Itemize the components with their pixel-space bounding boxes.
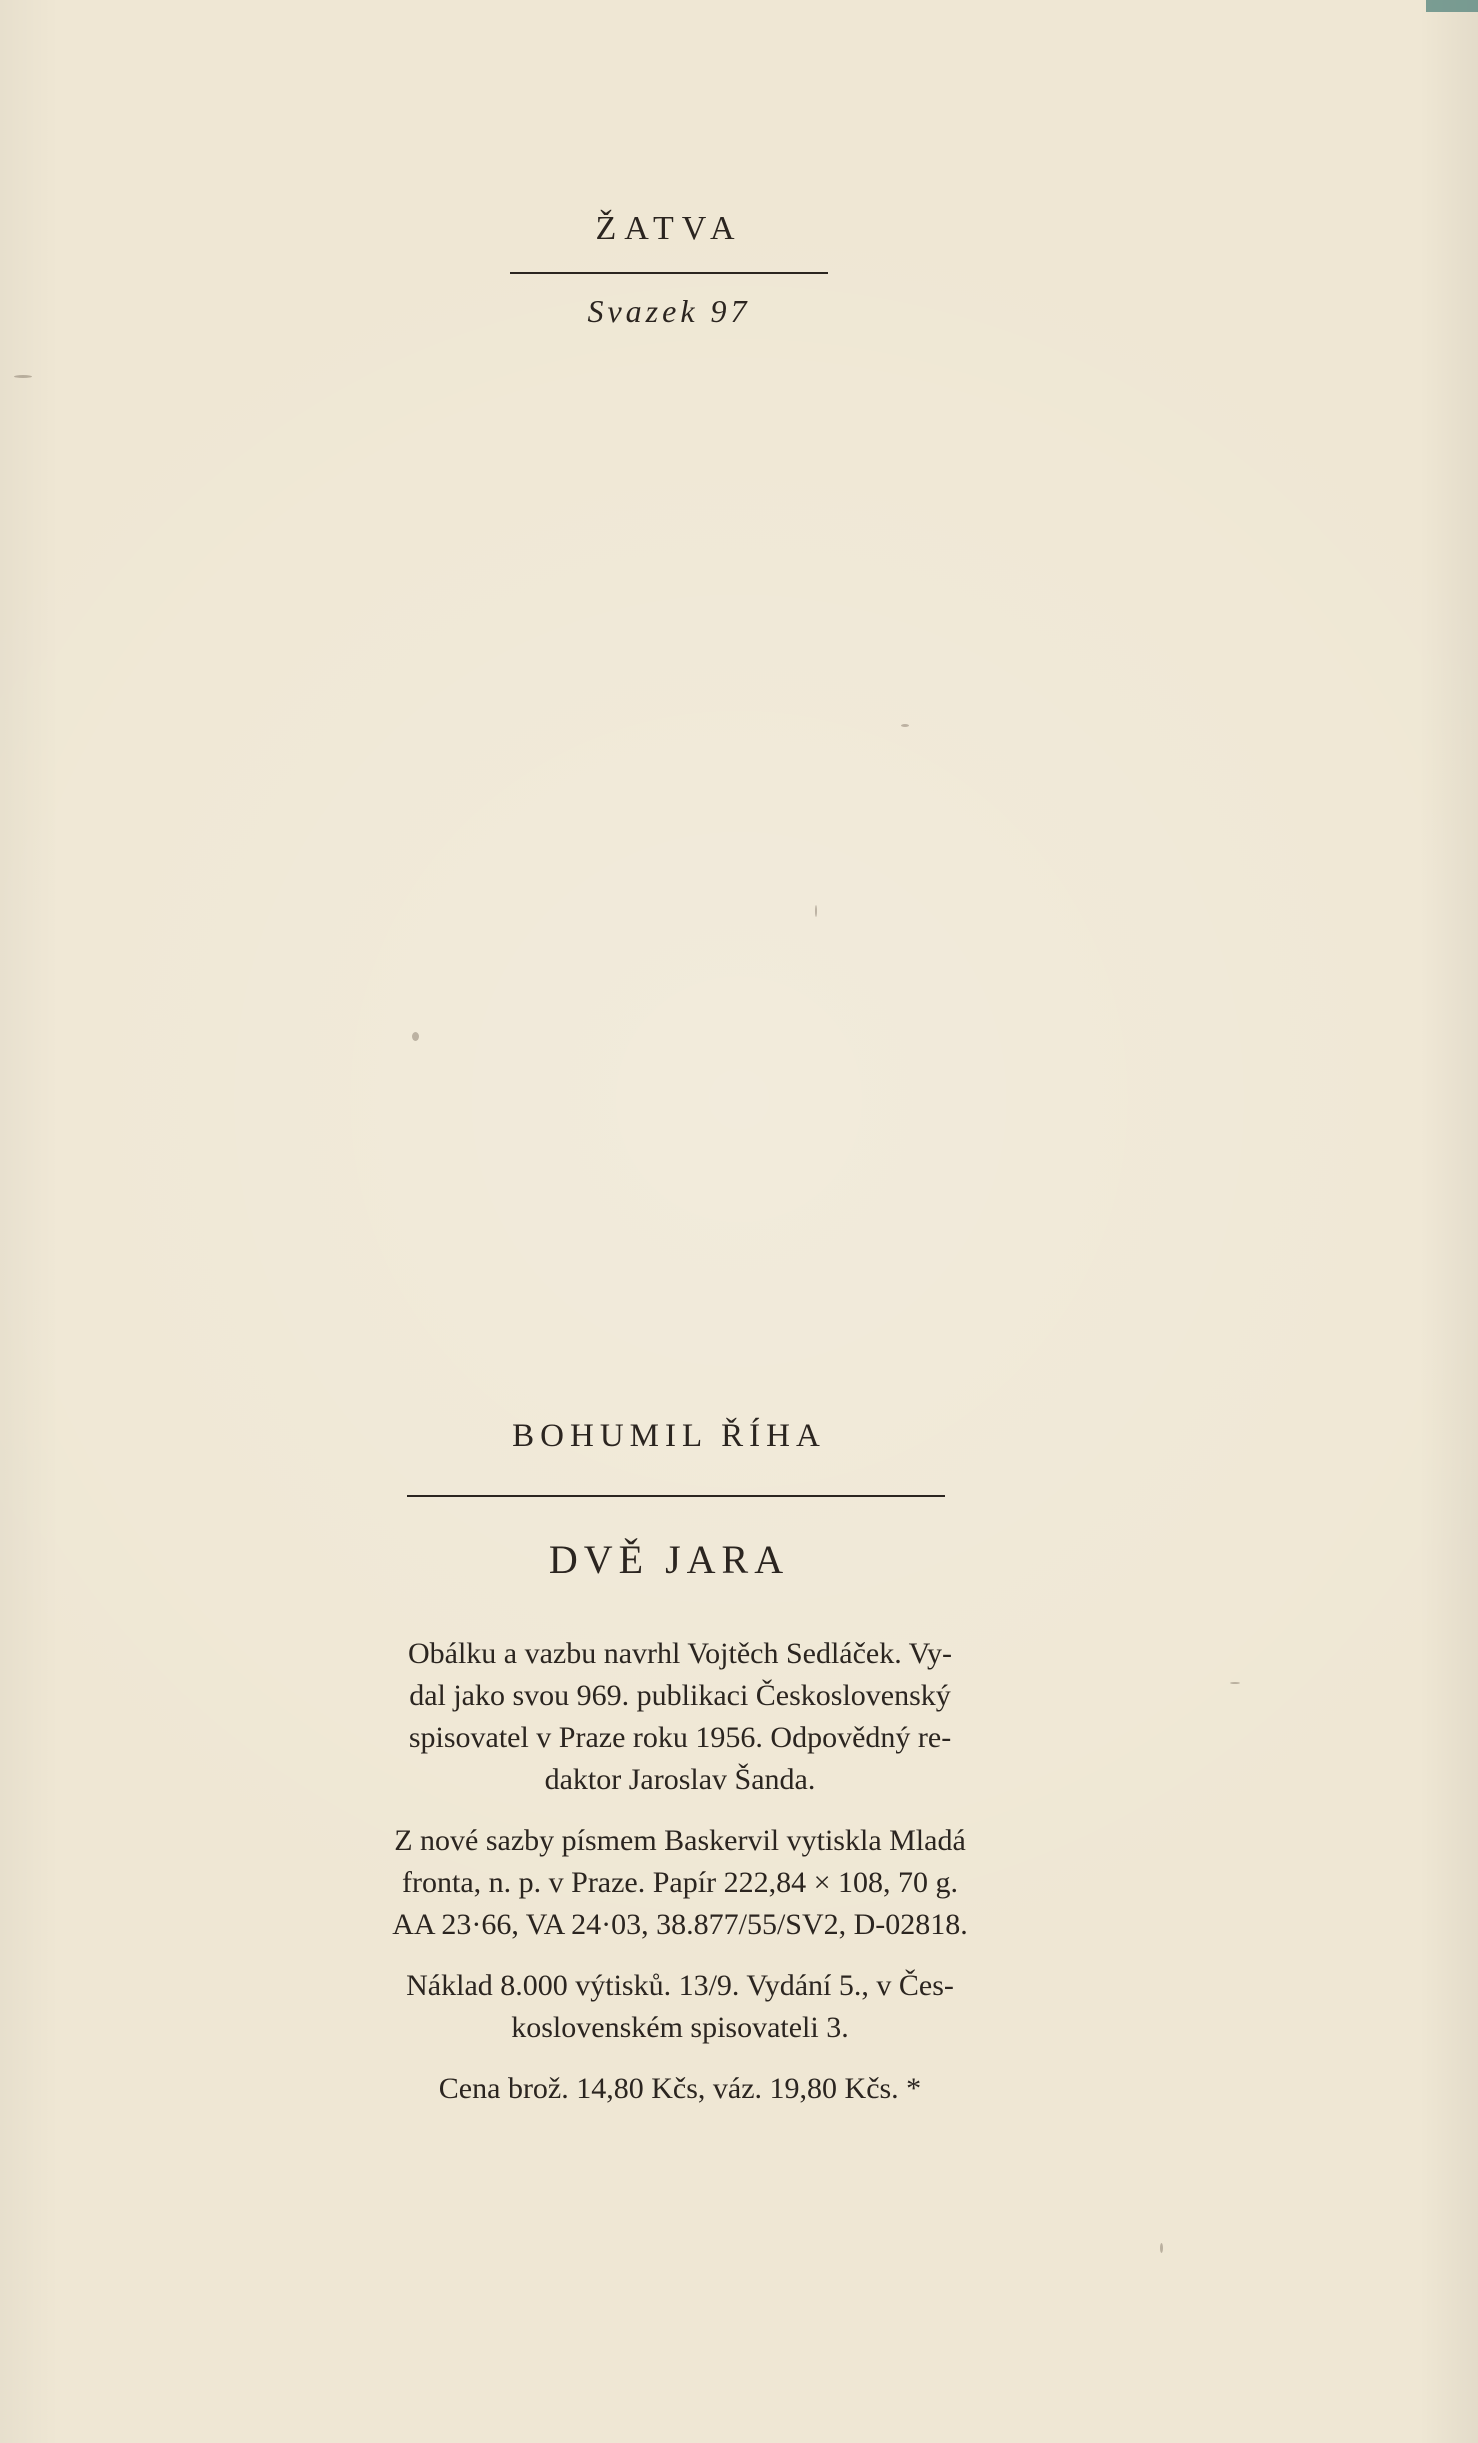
imprint-line: AA 23·66, VA 24·03, 38.877/55/SV2, D-02818. [392, 1908, 968, 1941]
author-name: BOHUMIL ŘÍHA [512, 1418, 826, 1454]
paper-speck [412, 1032, 419, 1041]
book-title: DVĚ JARA [548, 1537, 790, 1582]
paper-speck [1230, 1682, 1240, 1684]
imprint-line: Náklad 8.000 výtisků. 13/9. Vydání 5., v Čes- [406, 1969, 954, 2002]
title-divider [407, 1495, 945, 1497]
imprint-line: Z nové sazby písmem Baskervil vytiskla Mladá [394, 1824, 966, 1857]
imprint-line: koslovenském spisovateli 3. [511, 2011, 849, 2044]
imprint-block [300, 1633, 1060, 2129]
paper-speck [901, 724, 909, 727]
series-divider [510, 272, 828, 274]
imprint-line: fronta, n. p. v Praze. Papír 222,84 × 108, 70 g. [402, 1866, 958, 1899]
series-title: ŽATVA [595, 210, 743, 247]
paper-speck [14, 375, 32, 378]
paper-speck [1160, 2243, 1163, 2253]
imprint-line: Cena brož. 14,80 Kčs, váz. 19,80 Kčs. * [438, 2072, 922, 2105]
imprint-line: Obálku a vazbu navrhl Vojtěch Sedláček. Vy- [407, 1637, 953, 1670]
imprint-paragraph-edition [300, 1965, 1060, 2049]
imprint-paragraph-design [300, 1633, 1060, 1801]
imprint-line: dal jako svou 969. publikaci Československý [409, 1679, 951, 1712]
imprint-line: daktor Jaroslav Šanda. [544, 1763, 816, 1796]
imprint-paragraph-price [300, 2068, 1060, 2110]
paper-speck [815, 905, 817, 917]
imprint-line: spisovatel v Praze roku 1956. Odpovědný re- [408, 1721, 952, 1754]
imprint-paragraph-printing [300, 1820, 1060, 1946]
page-edge-tint [1426, 0, 1478, 12]
series-volume: Svazek 97 [587, 293, 751, 329]
